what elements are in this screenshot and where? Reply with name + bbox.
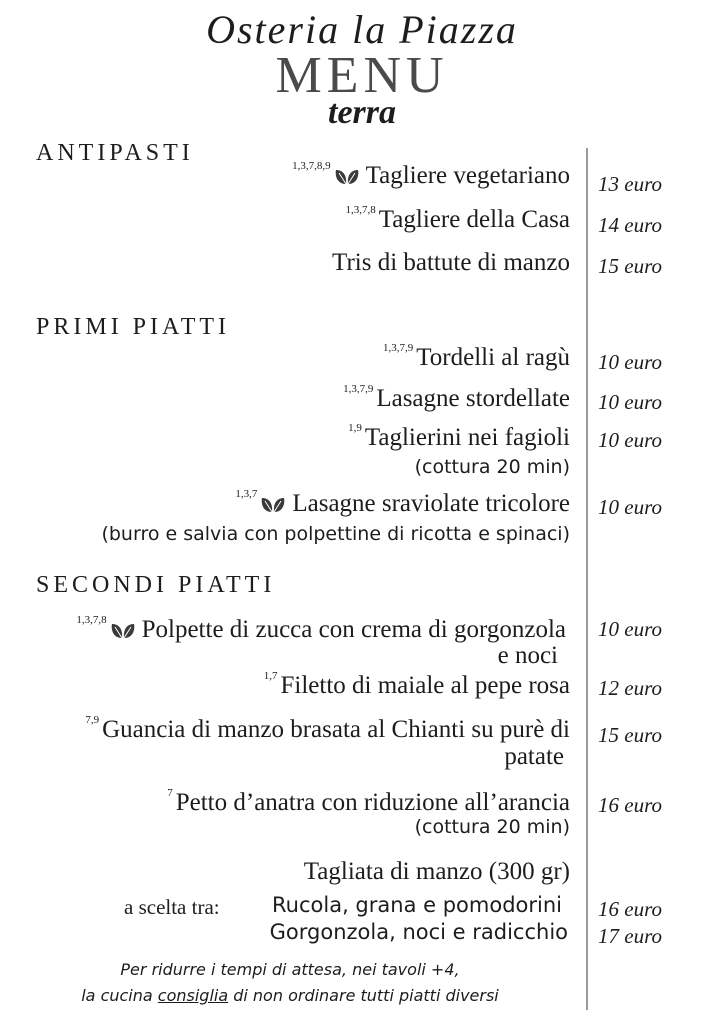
dish-name: Petto d’anatra con riduzione all’arancia (175, 789, 570, 816)
leaf-icon (334, 168, 360, 186)
section-antipasti-title: ANTIPASTI (36, 140, 194, 166)
dish-tagliere-della-casa (346, 206, 570, 234)
allergens: 1,9 (348, 422, 362, 434)
allergens: 1,7 (263, 670, 278, 682)
price: 13 euro (598, 172, 662, 196)
dish-name: Tris di battute di manzo (332, 249, 570, 276)
dish-name: Tagliere della Casa (378, 206, 570, 233)
tagliata-option-rucola: Rucola, grana e pomodorini (272, 893, 562, 917)
price: 10 euro (598, 350, 662, 374)
dish-tagliere-vegetariano (292, 162, 570, 190)
dish-filetto-maiale (264, 672, 570, 700)
restaurant-name: Osteria la Piazza (206, 7, 518, 52)
footer-emphasis: consiglia (157, 986, 229, 1005)
dish-tris-battute (332, 249, 570, 277)
dish-name: Tagliere vegetariano (365, 162, 570, 189)
dish-tagliata: Tagliata di manzo (300 gr) (303, 858, 570, 885)
dish-name: Guancia di manzo brasata al Chianti su purè di (102, 716, 570, 743)
menu-heading: MENU (275, 47, 449, 104)
dish-name: Lasagne sraviolate tricolore (292, 490, 570, 517)
dish-name-continued: patate (504, 743, 564, 770)
price: 17 euro (598, 924, 662, 948)
leaf-icon (260, 496, 286, 514)
tagliata-option-gorgonzola: Gorgonzola, noci e radicchio (269, 920, 568, 944)
dish-name: Filetto di maiale al pepe rosa (280, 672, 570, 699)
allergens: 1,3,7,9 (383, 342, 414, 354)
dish-name: Tordelli al ragù (416, 344, 570, 371)
dish-note: (burro e salvia con polpettine di ricotta e spinaci) (101, 523, 570, 545)
footer-text: di non ordinare tutti piatti diversi (228, 986, 499, 1005)
dish-polpette-zucca (76, 616, 566, 644)
dish-taglierini (348, 424, 570, 452)
dish-note: (cottura 20 min) (414, 816, 570, 838)
menu-subtitle: terra (328, 94, 396, 131)
leaf-icon (110, 622, 136, 640)
price-divider (586, 148, 588, 1010)
price: 10 euro (598, 428, 662, 452)
dish-name: Polpette di zucca con crema di gorgonzola (141, 616, 566, 643)
allergens: 1,3,7,9 (343, 383, 374, 395)
allergens: 1,3,7,8 (345, 204, 376, 216)
footer-note-line2 (0, 986, 580, 1005)
footer-text: la cucina (81, 986, 158, 1005)
section-secondi-title: SECONDI PIATTI (36, 572, 276, 598)
section-primi-title: PRIMI PIATTI (36, 314, 231, 340)
price: 12 euro (598, 676, 662, 700)
choice-label: a scelta tra: (124, 895, 220, 919)
dish-name: Lasagne stordellate (376, 385, 570, 412)
dish-tordelli (383, 344, 570, 372)
price: 15 euro (598, 723, 662, 747)
footer-note-line1: Per ridurre i tempi di attesa, nei tavoli +4, (120, 960, 460, 979)
dish-guancia-manzo (85, 716, 570, 744)
dish-lasagne-sraviolate (235, 490, 570, 518)
dish-note: (cottura 20 min) (414, 456, 570, 478)
price: 10 euro (598, 617, 662, 641)
price: 16 euro (598, 897, 662, 921)
allergens: 1,3,7,8,9 (292, 160, 331, 172)
price: 10 euro (598, 495, 662, 519)
dish-petto-anatra (167, 789, 570, 817)
dish-name: Taglierini nei fagioli (364, 424, 570, 451)
price: 10 euro (598, 390, 662, 414)
allergens: 1,3,7,8 (76, 614, 107, 626)
price: 16 euro (598, 793, 662, 817)
allergens: 7,9 (85, 714, 100, 726)
price: 14 euro (598, 213, 662, 237)
allergens: 1,3,7 (235, 488, 258, 500)
dish-lasagne-stordellate (343, 385, 570, 413)
price: 15 euro (598, 254, 662, 278)
allergens: 7 (167, 787, 173, 799)
dish-name-continued: e noci (497, 642, 558, 669)
